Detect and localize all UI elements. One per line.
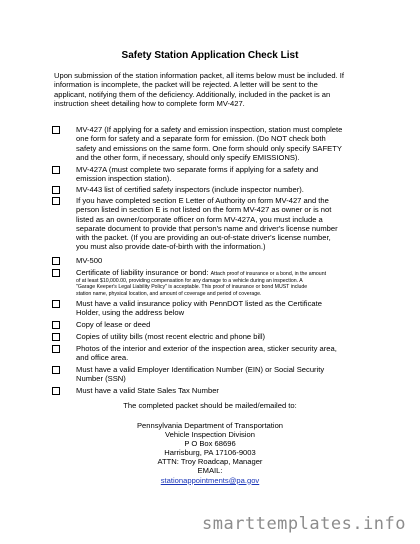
item-line: Copies of utility bills (most recent electric and phone bill) [76, 332, 266, 341]
email-link[interactable]: stationappointments@pa.gov [160, 475, 260, 485]
checklist-item-text [76, 344, 376, 363]
checkbox[interactable] [52, 257, 60, 265]
address-line: ATTN: Troy Roadcap, Manager [157, 457, 263, 467]
item-line: MV-427A (must complete two separate forms if applying for a safety and [76, 165, 319, 174]
checkbox[interactable] [52, 197, 60, 205]
mailing-instruction: The completed packet should be mailed/emailed to: [123, 401, 297, 410]
checklist-item-text [76, 196, 376, 252]
checklist-item-text [76, 268, 376, 297]
item-line: Copy of lease or deed [76, 320, 151, 329]
item-line: If you have completed section E Letter of Authority on form MV-427 and the [76, 196, 329, 205]
checklist-item-text [76, 386, 376, 395]
item-line: MV-443 list of certified safety inspectors (include inspector number). [76, 185, 304, 194]
address-line: Vehicle Inspection Division [165, 430, 255, 440]
item-line: with the packet. (If you are providing an out-of-state driver's license number, [76, 233, 331, 243]
checklist-item-text [76, 365, 376, 384]
item-heading: Certificate of liability insurance or bond: [76, 268, 209, 277]
item-line: separate document to provide that person's name and driver's license number [76, 223, 338, 233]
address-line: P O Box 68696 [184, 439, 236, 449]
item-line: and the other form, if necessary, should only specify EMISSIONS). [76, 152, 300, 162]
intro-line: Upon submission of the station information packet, all items below must be included. If [54, 71, 344, 80]
item-note-line: "Garage Keeper's Legal Liability Policy" is acceptable. This proof of insurance or bond MUST include [76, 284, 308, 291]
checklist-item-text [76, 125, 376, 162]
checkbox[interactable] [52, 300, 60, 308]
address-line: Harrisburg, PA 17106-9003 [164, 448, 256, 458]
item-line: Photos of the interior and exterior of the inspection area, sticker security area, [76, 344, 337, 353]
item-line [76, 268, 376, 278]
item-line: Holder, using the address below [76, 308, 185, 318]
document-title: Safety Station Application Check List [121, 50, 299, 61]
checkbox[interactable] [52, 366, 60, 374]
address-line: Pennsylvania Department of Transportation [136, 421, 284, 430]
checklist-item-text [76, 320, 376, 329]
checkbox[interactable] [52, 166, 60, 174]
watermark: smarttemplates.info [202, 514, 406, 534]
item-line: listed as an owner/corporate officer on form MV-427A, you must include a [76, 214, 323, 224]
item-line: and office area. [76, 353, 129, 363]
intro-line: instruction sheet detailing how to complete form MV-427. [54, 98, 245, 108]
item-line: emission inspection station). [76, 174, 172, 184]
mailing-address [0, 421, 420, 485]
item-note-line: station name, physical location, and amount of coverage and period of coverage. [76, 290, 262, 297]
item-line: MV-427 (If applying for a safety and emission inspection, station must complete [76, 125, 343, 134]
item-line: you must also provide date-of-birth with the information.) [76, 242, 266, 252]
checklist-item-text [76, 332, 376, 341]
intro-line: information is incomplete, the packet will be rejected. A letter will be sent to the [54, 80, 318, 90]
item-line: person listed in section E is not listed on the form MV-427 as owner or is not [76, 205, 332, 215]
item-line: MV-500 [76, 256, 103, 265]
checkbox[interactable] [52, 387, 60, 395]
item-line: Number (SSN) [76, 374, 126, 384]
checklist-item-text [76, 299, 376, 318]
item-line: Must have a valid State Sales Tax Number [76, 386, 219, 395]
email-label: EMAIL: [197, 466, 223, 476]
checklist-item-text [76, 256, 376, 265]
item-line: one form for safety and a separate form for emission. (Do NOT check both [76, 134, 326, 144]
intro-line: applicant, notifying them of the deficiency. Additionally, included in the packet is an [54, 89, 331, 99]
email-line [0, 466, 420, 484]
item-note-line: of at least $10,000.00, providing compensation for any damage to a vehicle during an inspection. A [76, 277, 303, 284]
checklist-item-text [76, 185, 376, 194]
checkbox[interactable] [52, 126, 60, 134]
checkbox[interactable] [52, 269, 60, 277]
checkbox[interactable] [52, 321, 60, 329]
item-note: Attach proof of insurance or a bond, in the amount [210, 271, 327, 277]
item-line: Must have a valid insurance policy with PennDOT listed as the Certificate [76, 299, 322, 308]
checkbox[interactable] [52, 333, 60, 341]
item-line: safety and emissions on the same form. One form should only specify SAFETY [76, 143, 342, 153]
checkbox[interactable] [52, 345, 60, 353]
checklist-item-text [76, 165, 376, 184]
checkbox[interactable] [52, 186, 60, 194]
intro-paragraph [54, 71, 372, 108]
item-line: Must have a valid Employer Identification Number (EIN) or Social Security [76, 365, 325, 374]
